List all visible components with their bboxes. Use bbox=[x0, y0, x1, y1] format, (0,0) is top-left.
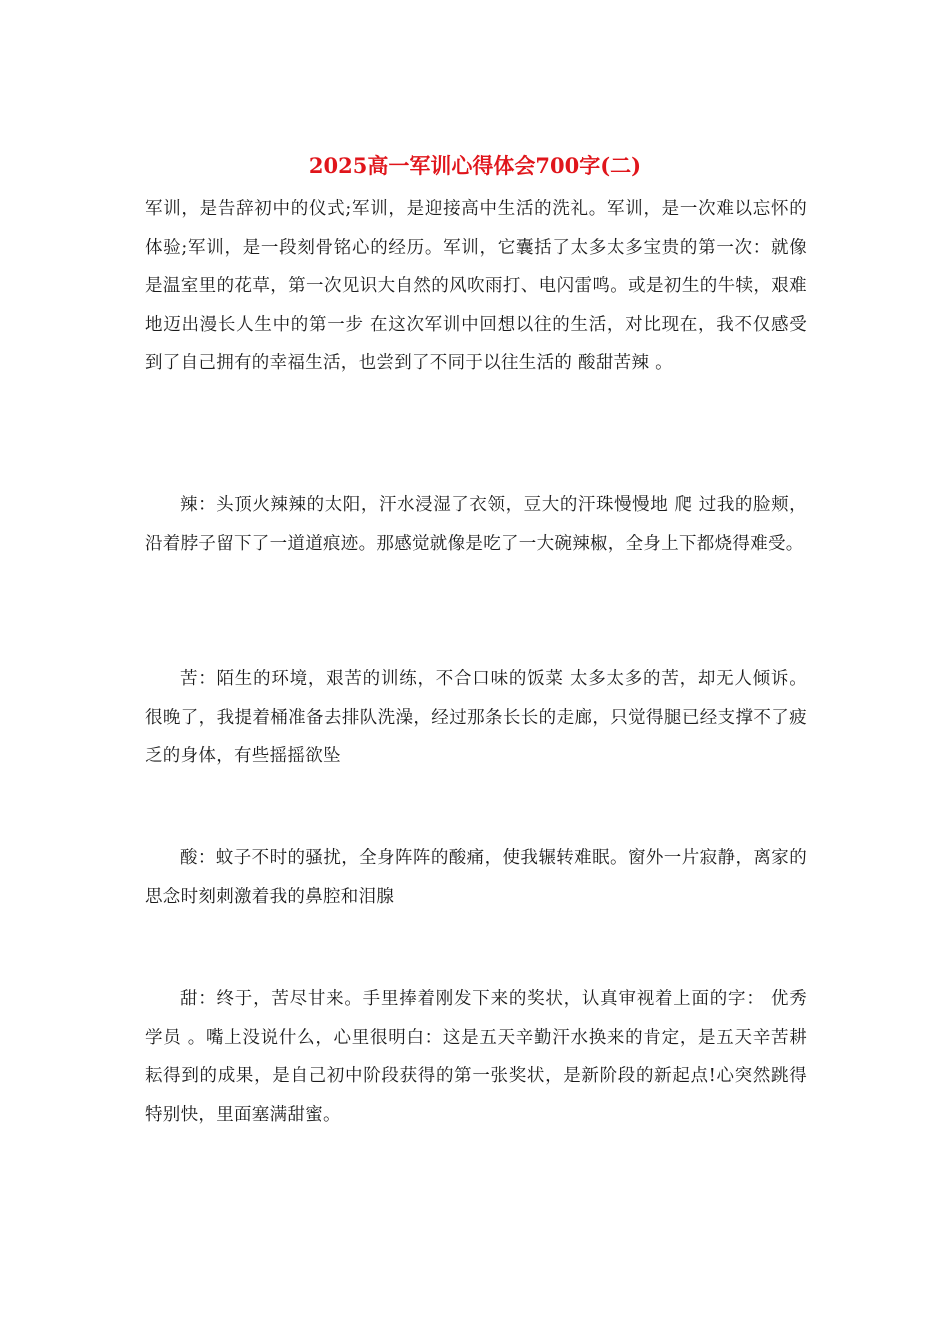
paragraph-spicy: 辣：头顶火辣辣的太阳，汗水浸湿了衣领，豆大的汗珠慢慢地 爬 过我的脸颊，沿着脖子留下了一道道痕迹。那感觉就像是吃了一大碗辣椒，全身上下都烧得难受。 bbox=[145, 495, 807, 554]
document-title: 2025高一军训心得体会700字(二) bbox=[308, 153, 642, 178]
paragraph-bitter: 苦：陌生的环境，艰苦的训练，不合口味的饭菜 太多太多的苦，却无人倾诉。很晚了，我提着桶准备去排队洗澡，经过那条长长的走廊，只觉得腿已经支撑不了疲乏的身体，有些摇摇欲坠 bbox=[145, 669, 807, 766]
paragraph-sour: 酸：蚊子不时的骚扰，全身阵阵的酸痛，使我辗转难眠。窗外一片寂静，离家的思念时刻刺激着我的鼻腔和泪腺 bbox=[145, 848, 807, 907]
paragraph-intro: 军训，是告辞初中的仪式;军训，是迎接高中生活的洗礼。军训，是一次难以忘怀的体验;军训，是一段刻骨铭心的经历。军训，它囊括了太多太多宝贵的第一次：就像是温室里的花草，第一次见识大自然的风吹雨打、电闪雷鸣。或是初生的牛犊，艰难地迈出漫长人生中的第一步 在这次军训中回想以往的生活，对比现在，我不仅感受到了自己拥有的幸福生活，也尝到了不同于以往生活的 酸甜苦辣 。 bbox=[145, 199, 807, 373]
paragraph-sweet: 甜：终于，苦尽甘来。手里捧着刚发下来的奖状，认真审视着上面的字： 优秀学员 。嘴上没说什么，心里很明白：这是五天辛勤汗水换来的肯定，是五天辛苦耕耘得到的成果，是自己初中阶段获得的第一张奖状，是新阶段的新起点!心突然跳得特别快，里面塞满甜蜜。 bbox=[145, 989, 807, 1125]
